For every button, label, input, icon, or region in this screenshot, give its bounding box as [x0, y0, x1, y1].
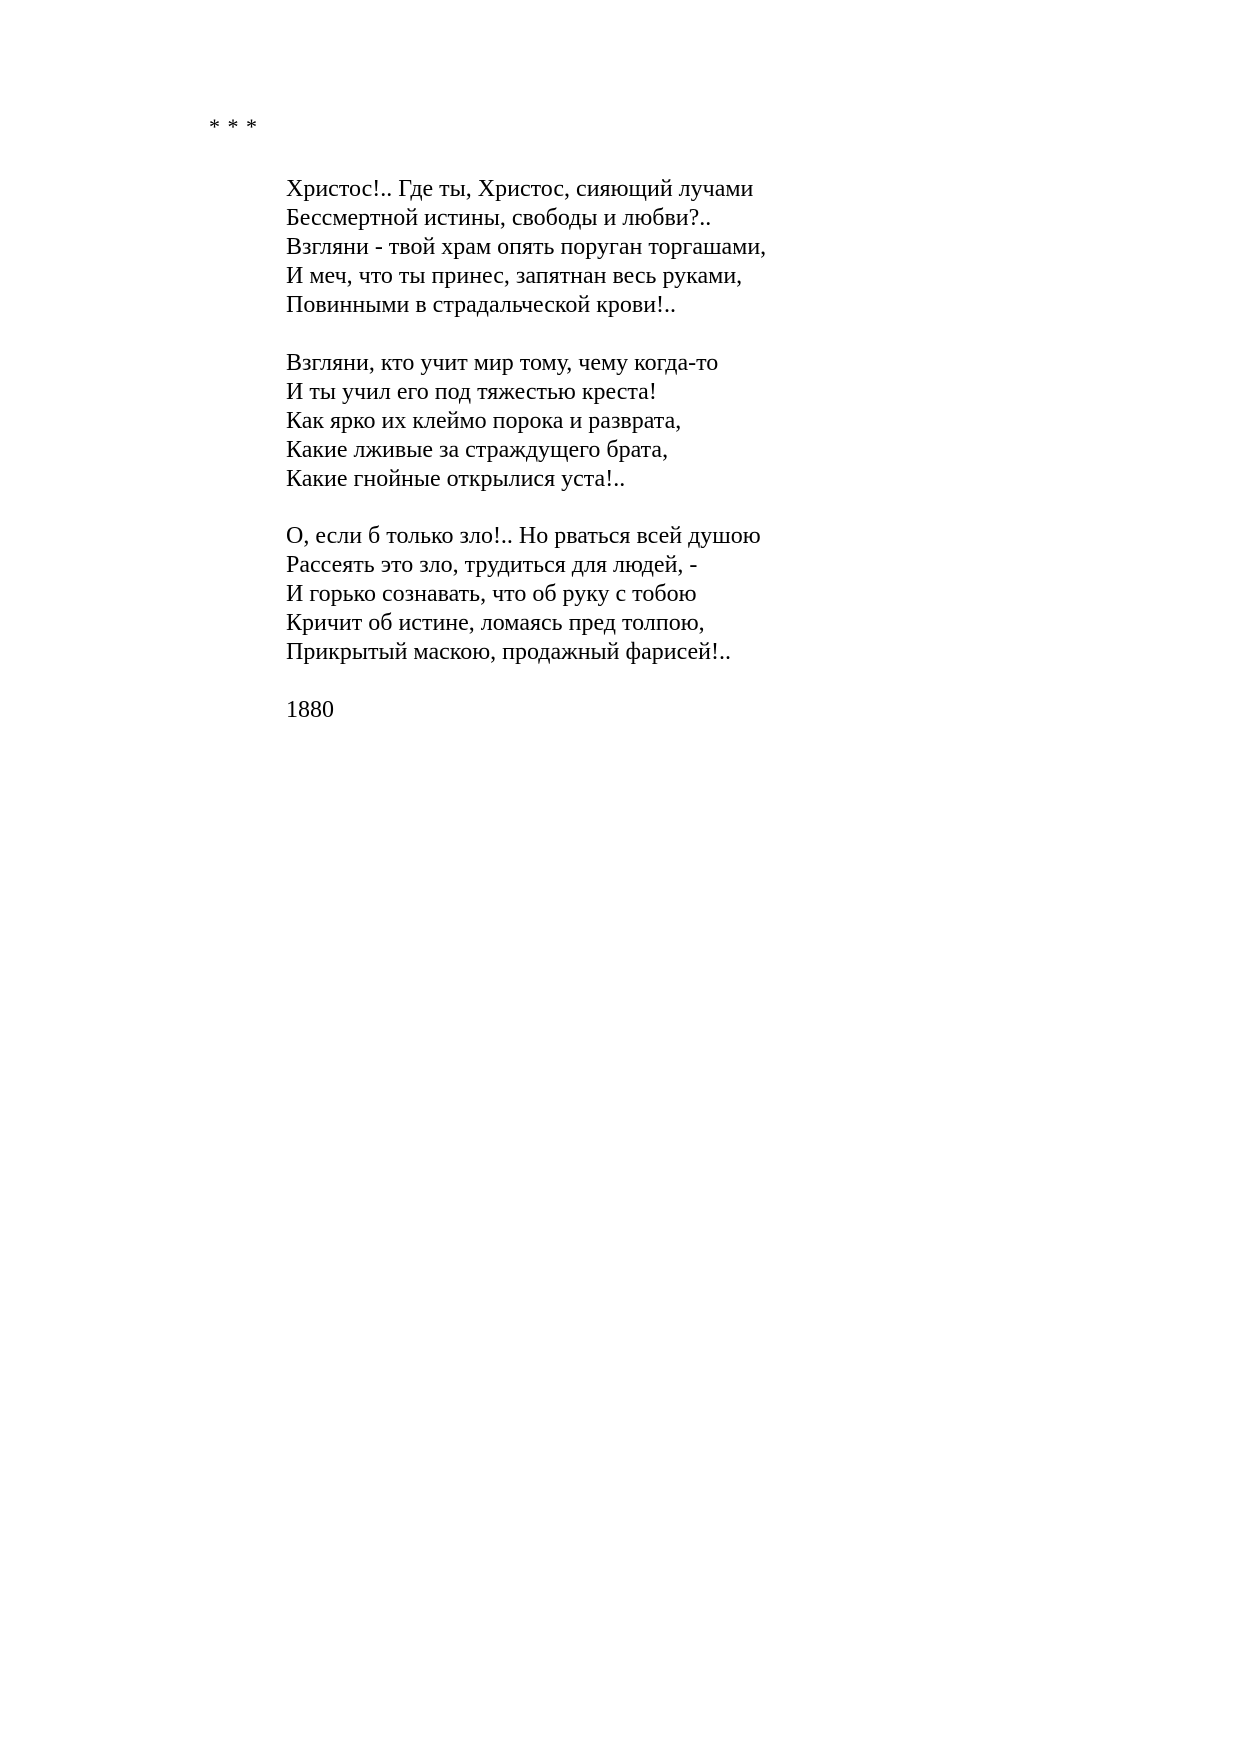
- stanza-1: [286, 175, 1186, 320]
- poem-line: О, если б только зло!.. Но рваться всей душою: [286, 523, 761, 549]
- poem-line: Бессмертной истины, свободы и любви?..: [286, 205, 712, 231]
- poem-line: Взгляни - твой храм опять поруган торгашами,: [286, 234, 767, 260]
- poem: [286, 175, 1186, 725]
- poem-line: Рассеять это зло, трудиться для людей, -: [286, 552, 698, 578]
- poem-line: И горько сознавать, что об руку с тобою: [286, 581, 697, 607]
- poem-line: Кричит об истине, ломаясь пред толпою,: [286, 610, 705, 636]
- poem-line: И меч, что ты принес, запятнан весь руками,: [286, 263, 743, 289]
- poem-date: 1880: [286, 696, 334, 723]
- poem-line: И ты учил его под тяжестью креста!: [286, 378, 657, 405]
- poem-line: Взгляни, кто учит мир тому, чему когда-то: [286, 349, 719, 376]
- stanza-2: [286, 349, 1186, 494]
- poem-line: Какие гнойные открылися уста!..: [286, 465, 626, 492]
- poem-line: Христос!.. Где ты, Христос, сияющий лучами: [286, 176, 754, 202]
- poem-line: Прикрытый маскою, продажный фарисей!..: [286, 639, 732, 665]
- stanza-3: [286, 522, 1186, 667]
- section-heading: * * *: [209, 114, 258, 139]
- poem-line: Как ярко их клеймо порока и разврата,: [286, 407, 682, 434]
- poem-line: Какие лживые за страждущего брата,: [286, 436, 669, 463]
- poem-line: Повинными в страдальческой крови!..: [286, 292, 677, 318]
